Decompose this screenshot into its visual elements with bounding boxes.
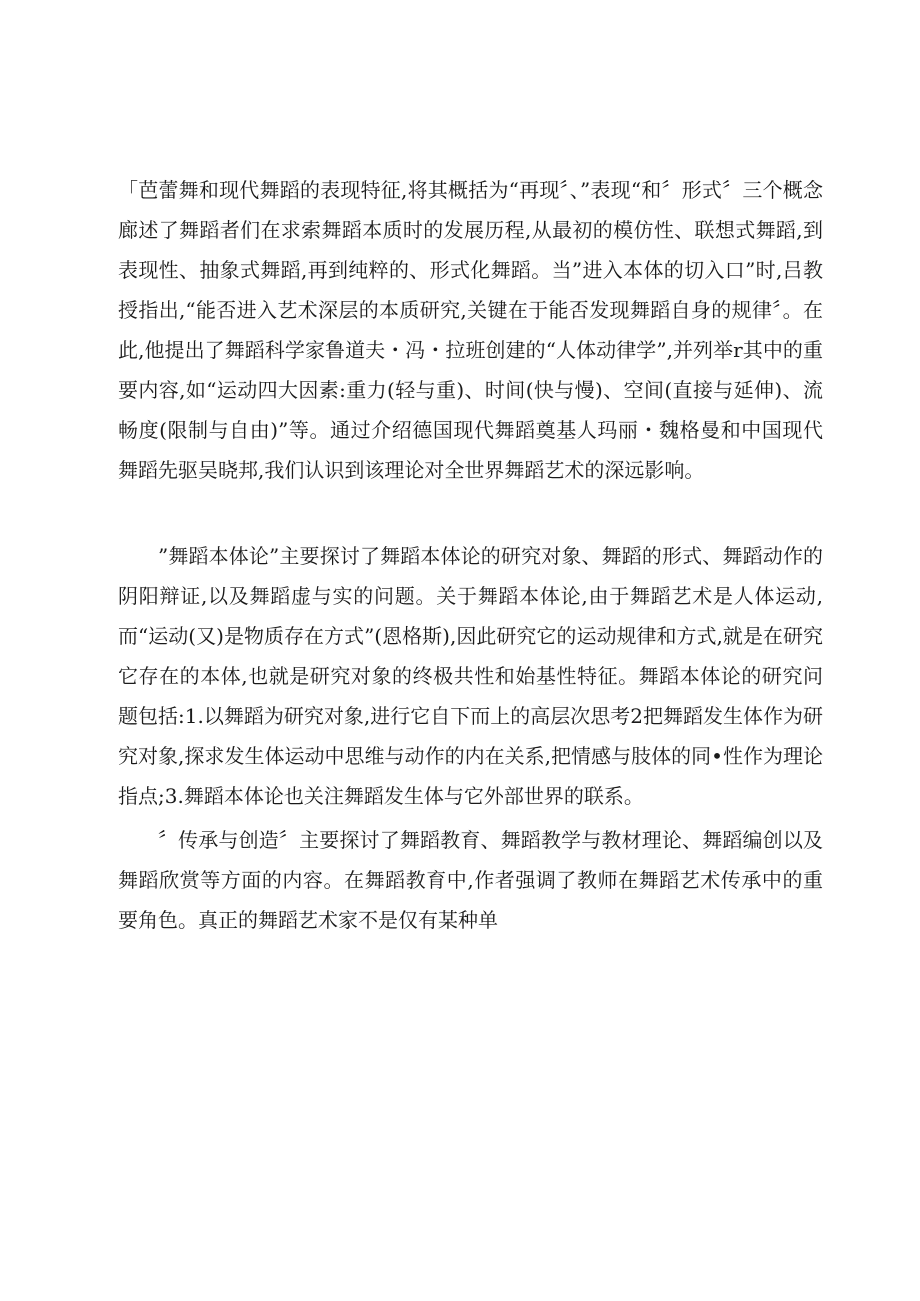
document-body bbox=[118, 170, 823, 940]
paragraph-gap bbox=[118, 490, 823, 536]
paragraph-2: ”舞蹈本体论”主要探讨了舞蹈本体论的研究对象、舞蹈的形式、舞蹈动作的阴阳辩证,以及舞蹈虚与实的问题。关于舞蹈本体论,由于舞蹈艺术是人体运动,而“运动(又)是物质存在方式”(恩格斯),因此研究它的运动规律和方式,就是在研究它存在的本体,也就是研究对象的终极共性和始基性特征。舞蹈本体论的研究问题包括:1.以舞蹈为研究对象,进行它自下而上的高层次思考2把舞蹈发生体作为研究对象,探求发生体运动中思维与动作的内在关系,把情感与肢体的同•性作为理论指点;3.舞蹈本体论也关注舞蹈发生体与它外部世界的联系。 bbox=[118, 544, 823, 808]
paragraph-3: 〞传承与创造〞主要探讨了舞蹈教育、舞蹈教学与教材理论、舞蹈编创以及舞蹈欣赏等方面的内容。在舞蹈教育中,作者强调了教师在舞蹈艺术传承中的重要角色。真正的舞蹈艺术家不是仅有某种单 bbox=[118, 828, 823, 932]
paragraph-1: 「芭蕾舞和现代舞蹈的表现特征,将其概括为“再现〞、”表现“和〞形式〞三个概念廊述了舞蹈者们在求索舞蹈本质时的发展历程,从最初的模仿性、联想式舞蹈,到表现性、抽象式舞蹈,再到纯粹的、形式化舞蹈。当”进入本体的切入口”时,吕教授指出,“能否进入艺术深层的本质研究,关键在于能否发现舞蹈自身的规律〞。在此,他提出了舞蹈科学家鲁道夫・冯・拉班创建的“人体动律学”,并列举r其中的重要内容,如“运动四大因素:重力(轻与重)、时间(快与慢)、空间(直接与延伸)、流畅度(限制与自由)”等。通过介绍德国现代舞蹈奠基人玛丽・魏格曼和中国现代舞蹈先驱吴晓邦,我们认识到该理论对全世界舞蹈艺术的深远影响。 bbox=[118, 178, 823, 482]
